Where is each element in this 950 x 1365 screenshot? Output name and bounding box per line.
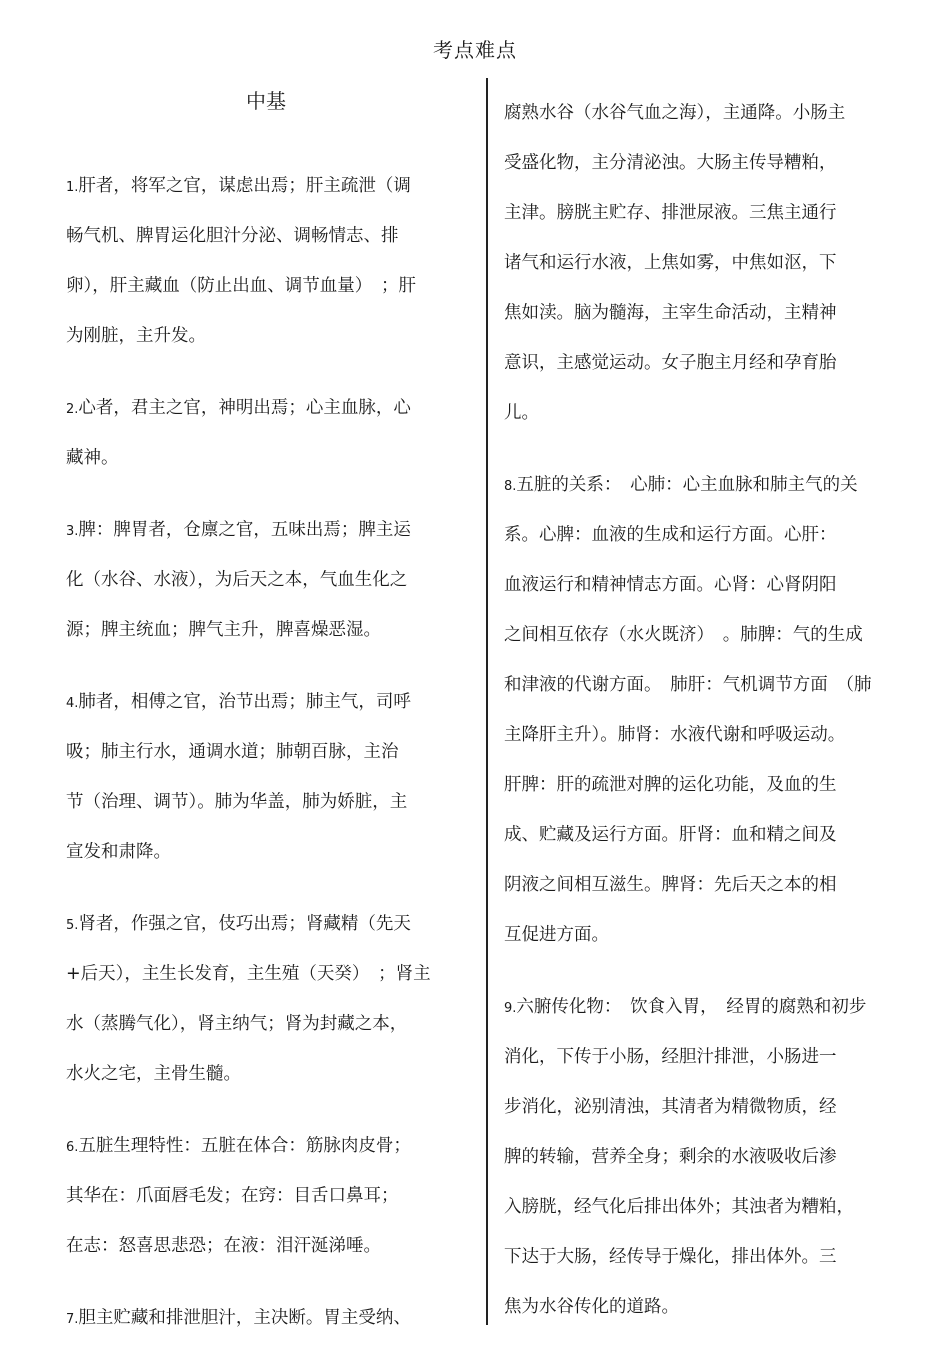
page-title: 考点难点 (433, 38, 517, 62)
text-line: 水（蒸腾气化），肾主纳气；肾为封藏之本， (66, 1014, 408, 1034)
text-line: 藏神。 (66, 448, 119, 468)
text-line (66, 505, 476, 555)
numbered-paragraph (504, 982, 914, 1332)
text-line: 水火之宅，主骨生髓。 (66, 1064, 241, 1084)
text-line: 节（治理、调节）。肺为华盖，肺为娇脏，主 (66, 792, 408, 812)
text-line: +后天），主生长发育，主生殖（天癸） ；肾主 (66, 964, 431, 984)
numbered-paragraph (66, 1293, 476, 1343)
line-text: 胆主贮藏和排泄胆汁，主决断。胃主受纳、 (78, 1308, 411, 1328)
paragraph-number: 2. (66, 402, 79, 417)
line-text: 肝者，将军之官，谋虑出焉；肝主疏泄（调 (78, 176, 411, 196)
line-text: 五脏的关系： 心肺：心主血脉和肺主气的关 (516, 475, 858, 495)
paragraph-number: 3. (66, 524, 79, 539)
text-line: 焦为水谷传化的道路。 (504, 1297, 679, 1317)
text-line: 诸气和运行水液，上焦如雾，中焦如沤，下 (504, 253, 837, 273)
text-line: 卵），肝主藏血（防止出血、调节血量） ；肝 (66, 276, 416, 296)
line-text: 肾者，作强之官，伎巧出焉；肾藏精（先天 (78, 914, 411, 934)
continuation-paragraph (504, 88, 914, 438)
text-line: 腐熟水谷（水谷气血之海），主通降。小肠主 (504, 103, 846, 123)
numbered-paragraph (504, 460, 914, 960)
text-line: 脾的转输，营养全身；剩余的水液吸收后渗 (504, 1147, 837, 1167)
text-line: 步消化，泌别清浊，其清者为精微物质，经 (504, 1097, 837, 1117)
paragraph-number: 7. (66, 1312, 79, 1327)
text-line: 系。心脾：血液的生成和运行方面。心肝： (504, 525, 837, 545)
text-line: 意识，主感觉运动。女子胞主月经和孕育胎 (504, 353, 837, 373)
text-line: 吸；肺主行水，通调水道；肺朝百脉，主治 (66, 742, 399, 762)
paragraph-number: 5. (66, 918, 79, 933)
text-line: 其华在：爪面唇毛发；在窍：目舌口鼻耳； (66, 1186, 399, 1206)
paragraph-number: 8. (504, 479, 517, 494)
paragraph-number: 9. (504, 1001, 517, 1016)
text-line: 源；脾主统血；脾气主升，脾喜燥恶湿。 (66, 620, 381, 640)
line-text: 脾：脾胃者，仓廪之官，五味出焉；脾主运 (78, 520, 411, 540)
text-line: 下达于大肠，经传导于燥化，排出体外。三 (504, 1247, 837, 1267)
text-line (66, 677, 476, 727)
right-paragraphs (504, 460, 914, 1332)
text-line (66, 161, 476, 211)
text-line: 主降肝主升）。肺肾：水液代谢和呼吸运动。 (504, 725, 846, 745)
text-line (66, 899, 476, 949)
text-line: 主津。膀胱主贮存、排泄尿液。三焦主通行 (504, 203, 837, 223)
line-text: 肺者，相傅之官，治节出焉；肺主气，司呼 (78, 692, 411, 712)
text-line (504, 982, 914, 1032)
paragraph-number: 4. (66, 696, 79, 711)
text-line: 儿。 (504, 403, 539, 423)
text-line: 为刚脏，主升发。 (66, 326, 206, 346)
text-line: 焦如渎。脑为髓海，主宰生命活动，主精神 (504, 303, 837, 323)
text-line: 消化，下传于小肠，经胆汁排泄，小肠进一 (504, 1047, 837, 1067)
text-line (66, 1121, 476, 1171)
numbered-paragraph (66, 161, 476, 361)
right-column (504, 88, 914, 1354)
text-line: 互促进方面。 (504, 925, 609, 945)
text-line: 和津液的代谢方面。 肺肝：气机调节方面 （肺 (504, 675, 872, 695)
paragraph-number: 6. (66, 1140, 79, 1155)
line-text: 五脏生理特性：五脏在体合：筋脉肉皮骨； (78, 1136, 411, 1156)
numbered-paragraph (66, 677, 476, 877)
text-line: 血液运行和精神情志方面。心肾：心肾阴阳 (504, 575, 837, 595)
line-text: 心者，君主之官，神明出焉；心主血脉，心 (78, 398, 411, 418)
numbered-paragraph (66, 899, 476, 1099)
column-divider (486, 78, 488, 1325)
paragraph-number: 1. (66, 180, 79, 195)
text-line: 宣发和肃降。 (66, 842, 171, 862)
left-column (66, 88, 476, 1365)
text-line: 畅气机、脾胃运化胆汁分泌、调畅情志、排 (66, 226, 399, 246)
text-line: 成、贮藏及运行方面。肝肾：血和精之间及 (504, 825, 837, 845)
text-line: 肝脾：肝的疏泄对脾的运化功能，及血的生 (504, 775, 837, 795)
text-line: 在志：怒喜思悲恐；在液：泪汗涎涕唾。 (66, 1236, 381, 1256)
text-line (66, 383, 476, 433)
text-line (504, 460, 914, 510)
text-line: 入膀胱，经气化后排出体外；其浊者为糟粕， (504, 1197, 854, 1217)
text-line (66, 1293, 476, 1343)
numbered-paragraph (66, 1121, 476, 1271)
numbered-paragraph (66, 505, 476, 655)
section-heading: 中基 (246, 89, 286, 113)
left-paragraphs (66, 161, 476, 1343)
text-line: 化（水谷、水液），为后天之本，气血生化之 (66, 570, 408, 590)
text-line: 阴液之间相互滋生。脾肾：先后天之本的相 (504, 875, 837, 895)
text-line: 受盛化物，主分清泌浊。大肠主传导糟粕， (504, 153, 837, 173)
numbered-paragraph (66, 383, 476, 483)
text-line: 之间相互依存（水火既济） 。肺脾：气的生成 (504, 625, 863, 645)
line-text: 六腑传化物： 饮食入胃， 经胃的腐熟和初步 (516, 997, 867, 1017)
